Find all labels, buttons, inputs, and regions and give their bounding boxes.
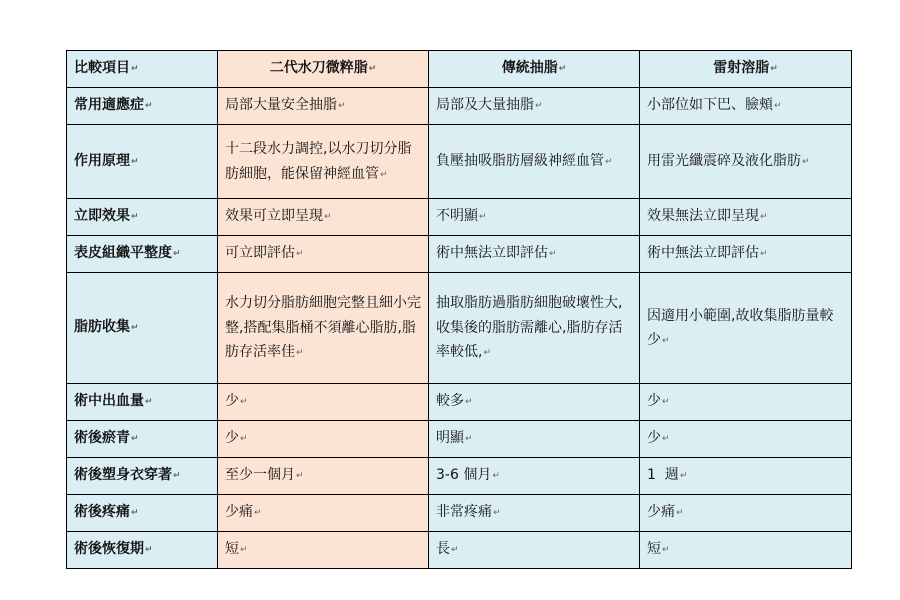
- cell-text: 長: [436, 541, 450, 558]
- table-cell: [429, 125, 640, 199]
- table-cell: [218, 532, 429, 569]
- table-cell: [640, 532, 852, 569]
- cell-end-mark: ↵: [368, 64, 377, 75]
- cell-end-mark: ↵: [760, 212, 768, 223]
- cell-text: 效果無法立即呈現: [647, 208, 759, 225]
- table-cell: [640, 384, 852, 421]
- cell-end-mark: ↵: [145, 397, 153, 408]
- cell-end-mark: ↵: [605, 156, 613, 167]
- cell-end-mark: ↵: [535, 101, 543, 112]
- cell-text: 少: [647, 393, 661, 410]
- cell-end-mark: ↵: [380, 169, 388, 180]
- cell-text: 少痛: [647, 504, 675, 521]
- cell-text: 少: [225, 430, 239, 447]
- cell-text: 水力切分脂肪細胞完整且細小完整,搭配集脂桶不須離心脂肪,脂肪存活率佳: [225, 295, 421, 361]
- header-col-text: 雷射溶脂: [713, 60, 770, 77]
- cell-end-mark: ↵: [465, 397, 473, 408]
- row-label: 術後恢復期: [74, 541, 144, 558]
- cell-end-mark: ↵: [774, 101, 782, 112]
- cell-text: 非常疼痛: [436, 504, 492, 521]
- table-cell: [640, 273, 852, 384]
- cell-end-mark: ↵: [479, 212, 487, 223]
- cell-text: 可立即評估: [225, 245, 295, 262]
- table-row: [67, 384, 852, 421]
- cell-end-mark: ↵: [549, 249, 557, 260]
- row-label: 術中出血量: [74, 393, 144, 410]
- table-cell: [218, 273, 429, 384]
- table-cell: [218, 125, 429, 199]
- cell-end-mark: ↵: [296, 249, 304, 260]
- table-cell: [429, 384, 640, 421]
- table-cell: [640, 458, 852, 495]
- cell-end-mark: ↵: [131, 508, 139, 519]
- cell-end-mark: ↵: [483, 348, 491, 359]
- row-label-cell: [67, 495, 218, 532]
- table-row: [67, 421, 852, 458]
- row-label: 作用原理: [74, 152, 130, 169]
- table-row: [67, 273, 852, 384]
- header-label-text: 比較項目: [74, 60, 130, 77]
- cell-text: 明顯: [436, 430, 464, 447]
- cell-text: 術中無法立即評估: [436, 245, 548, 262]
- table-row: [67, 125, 852, 199]
- row-label: 立即效果: [74, 208, 130, 225]
- cell-end-mark: ↵: [131, 212, 139, 223]
- cell-text: 用雷光纖震碎及液化脂肪: [647, 152, 801, 169]
- table-cell: [218, 88, 429, 125]
- cell-text: 少: [225, 393, 239, 410]
- table-cell: [640, 421, 852, 458]
- row-label: 術後疼痛: [74, 504, 130, 521]
- cell-text: 少: [647, 430, 661, 447]
- table-cell: [429, 199, 640, 236]
- cell-text: 短: [647, 541, 661, 558]
- table-row: [67, 236, 852, 273]
- cell-text: 術中無法立即評估: [647, 245, 759, 262]
- table-cell: [218, 421, 429, 458]
- cell-end-mark: ↵: [492, 471, 500, 482]
- cell-text: 局部及大量抽脂: [436, 97, 534, 114]
- header-col-laser: [640, 51, 852, 88]
- cell-end-mark: ↵: [770, 64, 778, 75]
- cell-end-mark: ↵: [465, 434, 473, 445]
- cell-end-mark: ↵: [145, 545, 153, 556]
- cell-end-mark: ↵: [493, 508, 501, 519]
- row-label-cell: [67, 458, 218, 495]
- cell-text: 十二段水力調控,以水刀切分脂肪細胞，能保留神經血管: [225, 141, 412, 182]
- table-cell: [429, 532, 640, 569]
- table-cell: [218, 495, 429, 532]
- table-row: [67, 88, 852, 125]
- cell-text: 因適用小範圍,故收集脂肪量較少: [647, 307, 834, 348]
- table-cell: [640, 236, 852, 273]
- header-col-traditional: [429, 51, 640, 88]
- row-label-cell: [67, 125, 218, 199]
- row-label-cell: [67, 273, 218, 384]
- row-label: 術後塑身衣穿著: [74, 467, 172, 484]
- table-cell: [218, 458, 429, 495]
- table-row: [67, 458, 852, 495]
- cell-end-mark: ↵: [558, 64, 567, 75]
- header-col-waterjet: [218, 51, 429, 88]
- comparison-table-container: [66, 50, 851, 569]
- cell-text: 負壓抽吸脂肪層級神經血管: [436, 152, 604, 169]
- cell-end-mark: ↵: [760, 249, 768, 260]
- cell-end-mark: ↵: [296, 471, 304, 482]
- cell-end-mark: ↵: [145, 101, 153, 112]
- comparison-table: [66, 50, 852, 569]
- cell-end-mark: ↵: [662, 434, 670, 445]
- table-cell: [640, 125, 852, 199]
- cell-text: 不明顯: [436, 208, 478, 225]
- row-label: 常用適應症: [74, 97, 144, 114]
- cell-end-mark: ↵: [679, 471, 688, 482]
- row-label-cell: [67, 199, 218, 236]
- table-cell: [218, 384, 429, 421]
- cell-end-mark: ↵: [240, 434, 248, 445]
- row-label: 術後瘀青: [74, 430, 130, 447]
- cell-end-mark: ↵: [131, 64, 139, 75]
- cell-end-mark: ↵: [662, 336, 670, 346]
- cell-end-mark: ↵: [451, 545, 459, 556]
- cell-text: 短: [225, 541, 239, 558]
- table-cell: [429, 421, 640, 458]
- cell-end-mark: ↵: [662, 397, 670, 408]
- cell-end-mark: ↵: [676, 508, 684, 519]
- cell-text: 至少一個月: [225, 467, 295, 484]
- cell-end-mark: ↵: [173, 249, 181, 260]
- table-cell: [429, 458, 640, 495]
- table-cell: [218, 236, 429, 273]
- table-cell: [429, 236, 640, 273]
- cell-end-mark: ↵: [662, 545, 670, 556]
- row-label-cell: [67, 236, 218, 273]
- row-label: 表皮組織平整度: [74, 245, 172, 262]
- cell-text: 較多: [436, 393, 464, 410]
- table-cell: [640, 88, 852, 125]
- table-cell: [429, 495, 640, 532]
- table-cell: [429, 273, 640, 384]
- table-row: [67, 532, 852, 569]
- cell-text: 1 週: [647, 467, 679, 484]
- cell-end-mark: ↵: [802, 156, 810, 167]
- cell-end-mark: ↵: [173, 471, 181, 482]
- table-cell: [218, 199, 429, 236]
- cell-end-mark: ↵: [296, 348, 304, 359]
- cell-text: 3-6 個月: [436, 467, 492, 484]
- header-label-cell: [67, 51, 218, 88]
- cell-end-mark: ↵: [324, 212, 332, 223]
- table-cell: [640, 495, 852, 532]
- row-label-cell: [67, 88, 218, 125]
- row-label-cell: [67, 532, 218, 569]
- table-cell: [640, 199, 852, 236]
- cell-end-mark: ↵: [240, 397, 248, 408]
- cell-text: 少痛: [225, 504, 253, 521]
- table-row: [67, 199, 852, 236]
- cell-end-mark: ↵: [338, 101, 346, 112]
- table-header-row: [67, 51, 852, 88]
- cell-text: 效果可立即呈現: [225, 208, 323, 225]
- header-col-text: 傳統抽脂: [501, 60, 558, 77]
- cell-text: 抽取脂肪過脂肪細胞破壞性大,收集後的脂肪需離心,脂肪存活率較低,: [436, 295, 623, 361]
- table-cell: [429, 88, 640, 125]
- row-label: 脂肪收集: [74, 319, 130, 336]
- cell-text: 局部大量安全抽脂: [225, 97, 337, 114]
- cell-end-mark: ↵: [254, 508, 262, 519]
- cell-end-mark: ↵: [131, 434, 139, 445]
- row-label-cell: [67, 384, 218, 421]
- cell-text: 小部位如下巴、臉頰: [647, 97, 773, 114]
- row-label-cell: [67, 421, 218, 458]
- header-col-text: 二代水刀微粹脂: [269, 60, 368, 77]
- table-row: [67, 495, 852, 532]
- cell-end-mark: ↵: [131, 156, 139, 167]
- cell-end-mark: ↵: [131, 323, 139, 334]
- cell-end-mark: ↵: [240, 545, 248, 556]
